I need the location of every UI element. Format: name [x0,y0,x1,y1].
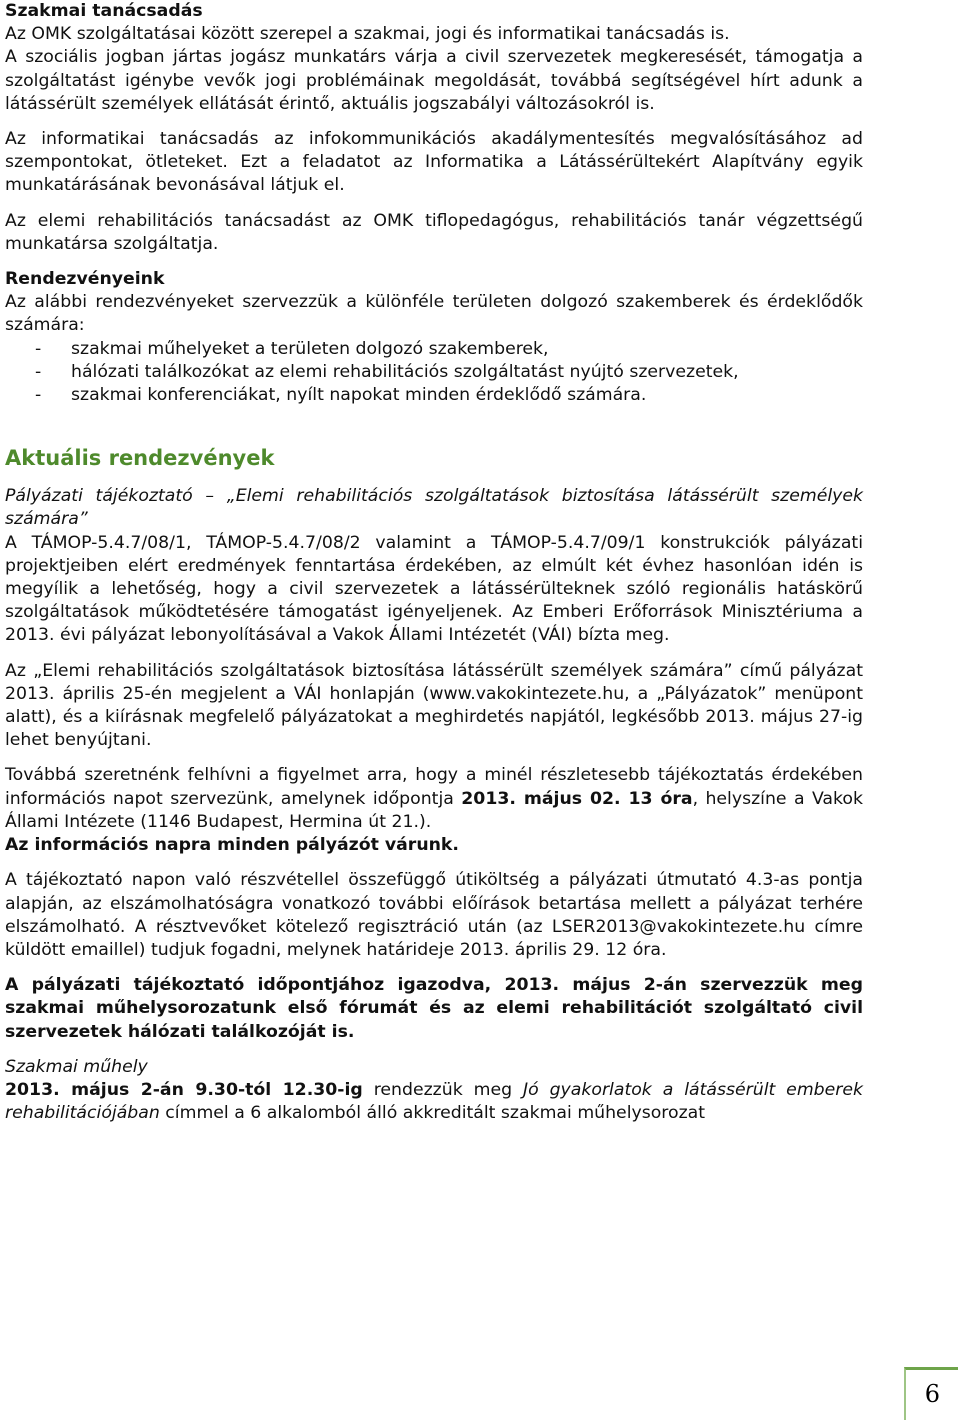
aktualis-paragraph-utikoltseg: A tájékoztató napon való részvétellel összefüggő útiköltség a pályázati útmutató 4.3-as pontja alapján, az elszámolhatóságra vonatkozó további előírások betartása mellett a pályázat terhére elszámolható. A résztvevőket kötelező regisztráció után (az LSER2013@vakokintezete.hu címre küldött emaillel) tudjuk fogadni, melynek határideje 2013. április 29. 12 óra. [5,870,863,960]
page-content [5,0,863,1125]
muhely-title [5,1056,863,1079]
list-dash: - [35,361,42,382]
section-title-rendezvenyeink: Rendezvényeink [5,269,165,290]
list-item-text: szakmai műhelyeket a területen dolgozó szakemberek, [71,338,549,359]
list-item-text: szakmai konferenciákat, nyílt napokat minden érdeklődő számára. [71,385,647,406]
muhely-paragraph [5,1079,863,1125]
muhelysorozat-text: A pályázati tájékoztató időpontjához igazodva, 2013. május 2-án szervezzük meg szakmai műhelysorozatunk első fórumát és az elemi rehabilitációt szolgáltató civil szervezetek hálózati találkozóját is. [5,975,863,1042]
list-item-text: hálózati találkozókat az elemi rehabilitációs szolgáltatást nyújtó szervezetek, [71,361,739,382]
page-number: 6 [924,1380,940,1408]
aktualis-paragraph-muhelysorozat [5,974,863,1044]
aktualis-paragraph-palyazat: Az „Elemi rehabilitációs szolgáltatások biztosítása látássérült személyek számára” című pályázat 2013. április 25-én megjelent a VÁI honlapján (www.vakokintezete.hu, a „Pályázatok” menüpont alatt), és a kiírásnak megfelelő pályázatokat a meghirdetés napjától, legkésőbb 2013. május 27-ig lehet benyújtani. [5,660,863,751]
muhely-event-title: Jó gyakorlatok a látássérült emberek rehabilitációjában [5,1079,863,1124]
list-item [5,361,863,384]
aktualis-subtitle [5,485,863,531]
aktualis-subtitle-text: Pályázati tájékoztató – „Elemi rehabilitációs szolgáltatások biztosítása látássérült személyek számára” [5,486,863,530]
tanacsadas-intro-line: Az OMK szolgáltatásai között szerepel a szakmai, jogi és informatikai tanácsadás is. [5,24,730,45]
list-dash: - [35,338,42,359]
muhely-title-text: Szakmai műhely [5,1056,148,1077]
list-item [5,338,863,361]
infonap-text-b: , helyszíne a Vakok Állami Intézete (1146 Budapest, Hermina út 21.). [5,788,863,832]
tanacsadas-paragraph-informatikai: Az informatikai tanácsadás az infokommunikációs akadálymentesítés megvalósításához ad szempontokat, ötleteket. Ezt a feladatot az Informatika a Látássérültekért Alapítvány egyik munkatárásának bevonásával látjuk el. [5,129,863,196]
section-title-tanacsadas: Szakmai tanácsadás [5,1,203,21]
muhely-date: 2013. május 2-án 9.30-tól 12.30-ig [5,1079,363,1100]
page-number-box [904,1367,958,1420]
infonap-text-a: Továbbá szeretnénk felhívni a figyelmet arra, hogy a minél részletesebb tájékoztatás érdekében információs napot szervezünk, amelynek időpontja [5,765,863,809]
muhely-text-a: rendezzük meg [362,1079,523,1100]
list-dash: - [35,385,42,406]
tanacsadas-paragraph-rehabilitacios: Az elemi rehabilitációs tanácsadást az OMK tiflopedagógus, rehabilitációs tanár végzettségű munkatársa szolgáltatja. [5,210,863,254]
rendezvenyeink-intro: Az alábbi rendezvényeket szervezzük a különféle területen dolgozó szakemberek és érdeklődők számára: [5,292,863,336]
infonap-date: 2013. május 02. 13 óra [461,788,693,809]
muhely-text-b: címmel a 6 alkalomból álló akkreditált szakmai műhelysorozat [159,1103,706,1124]
aktualis-paragraph-infonap [5,764,863,834]
tanacsadas-paragraph-jogi: A szociális jogban jártas jogász munkatárs várja a civil szervezetek megkeresését, támogatja a szolgáltatást igénybe vevők jogi problémáinak megoldását, továbbá segítségével hírt adunk a látássérült személyek ellátását érintő, aktuális jogszabályi változásokról is. [5,47,863,114]
infonap-invite-text: Az információs napra minden pályázót várunk. [5,835,459,856]
rendezvenyeink-list [5,338,863,408]
list-item [5,384,863,407]
section-title-aktualis: Aktuális rendezvények [5,446,275,471]
infonap-invite [5,834,863,857]
aktualis-paragraph-tamop: A TÁMOP-5.4.7/08/1, TÁMOP-5.4.7/08/2 valamint a TÁMOP-5.4.7/09/1 konstrukciók pályázati projektjeiben elért eredmények fenntartása érdekében, az elmúlt két évhez hasonlóan idén is megyílik a lehetőség, hogy a civil szervezetek a látássérülteknek szóló regionális hatáskörű szolgáltatások működtetésére támogatást igényeljenek. Az Emberi Erőforrások Minisztériuma a 2013. évi pályázat lebonyolításával a Vakok Állami Intézetét (VÁI) bízta meg. [5,532,863,646]
